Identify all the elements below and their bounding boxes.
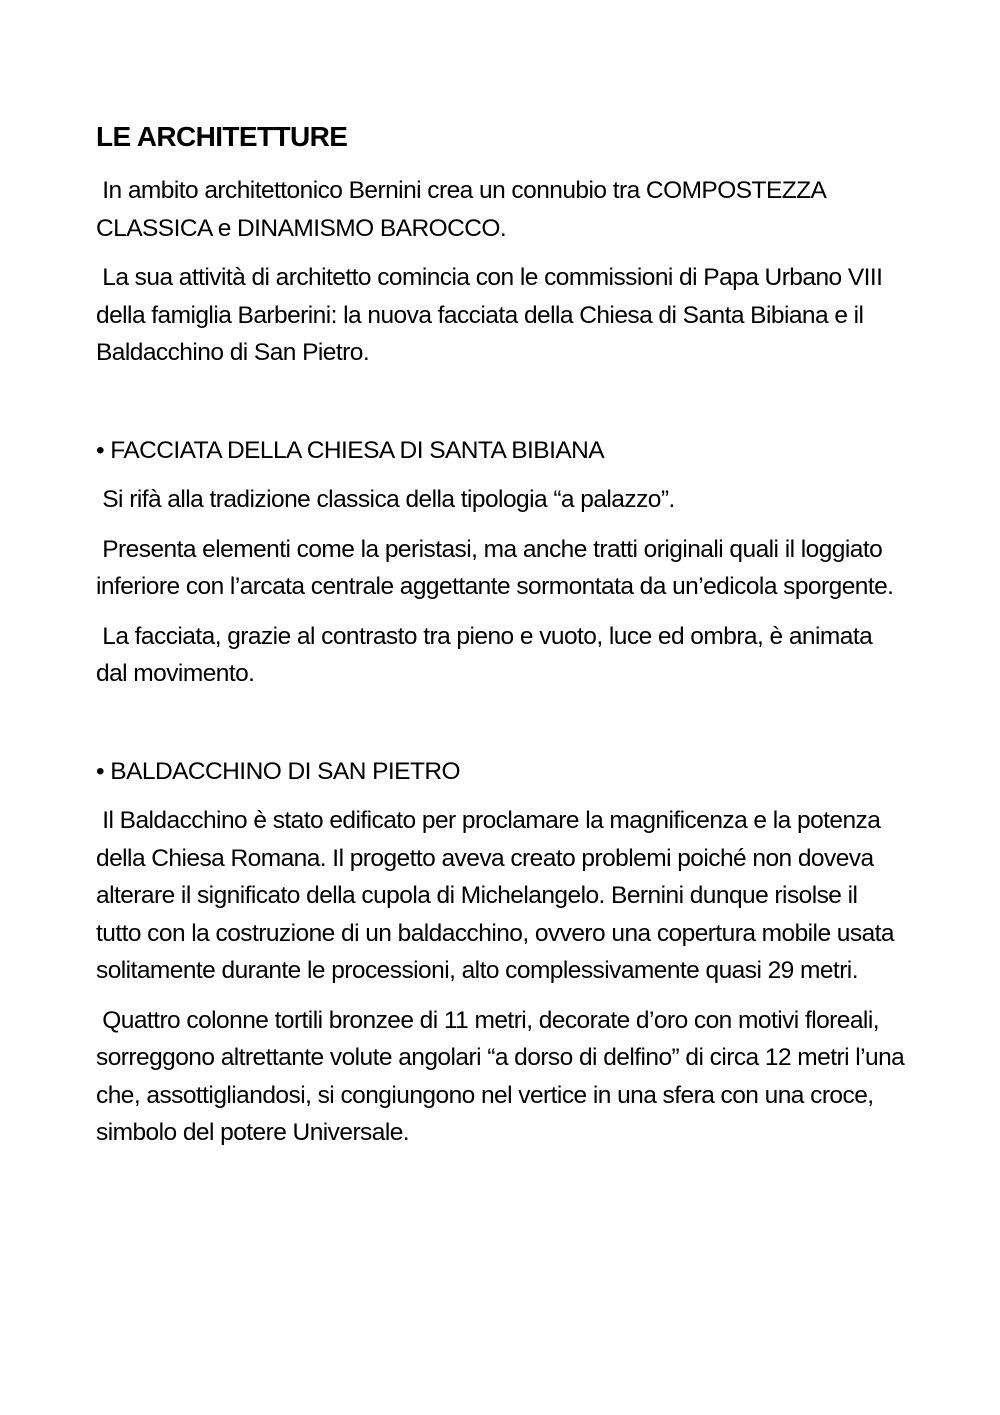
section-paragraph: Quattro colonne tortili bronzee di 11 metri, decorate d’oro con motivi floreali, sorreggono altrettante volute angolari “a dorso di delfino” di circa 12 metri l’una che, assottigliandosi, si congiungono nel vertice in una sfera con una croce, simbolo del potere Universale. xyxy=(96,1006,911,1146)
section-paragraph: Si rifà alla tradizione classica della tipologia “a palazzo”. xyxy=(96,486,675,513)
page-title: LE ARCHITETTURE xyxy=(96,121,348,152)
document-page xyxy=(96,118,911,1164)
section-paragraph: La facciata, grazie al contrasto tra pieno e vuoto, luce ed ombra, è animata dal movimento. xyxy=(96,622,879,687)
intro-paragraph: In ambito architettonico Bernini crea un connubio tra COMPOSTEZZA CLASSICA e DINAMISMO BAROCCO. xyxy=(96,177,832,242)
section-paragraph: Presenta elementi come la peristasi, ma anche tratti originali quali il loggiato inferiore con l’arcata centrale aggettante sormontata da un’edicola sporgente. xyxy=(96,535,894,600)
section-spacer xyxy=(96,705,906,753)
section-spacer xyxy=(96,384,906,432)
section-paragraph: Il Baldacchino è stato edificato per proclamare la magnificenza e la potenza della Chiesa Romana. Il progetto aveva creato problemi poiché non doveva alterare il significato della cupola di Michelangelo. Bernini dunque risolse il tutto con la costruzione di un baldacchino, ovvero una copertura mobile usata solitamente durante le processioni, alto complessivamente quasi 29 metri. xyxy=(96,807,901,984)
intro-paragraph: La sua attività di architetto comincia con le commissioni di Papa Urbano VIII della famiglia Barberini: la nuova facciata della Chiesa di Santa Bibiana e il Baldacchino di San Pietro. xyxy=(96,264,889,366)
section-heading-facciata: • FACCIATA DELLA CHIESA DI SANTA BIBIANA xyxy=(96,436,605,464)
section-heading-baldacchino: • BALDACCHINO DI SAN PIETRO xyxy=(96,757,461,785)
